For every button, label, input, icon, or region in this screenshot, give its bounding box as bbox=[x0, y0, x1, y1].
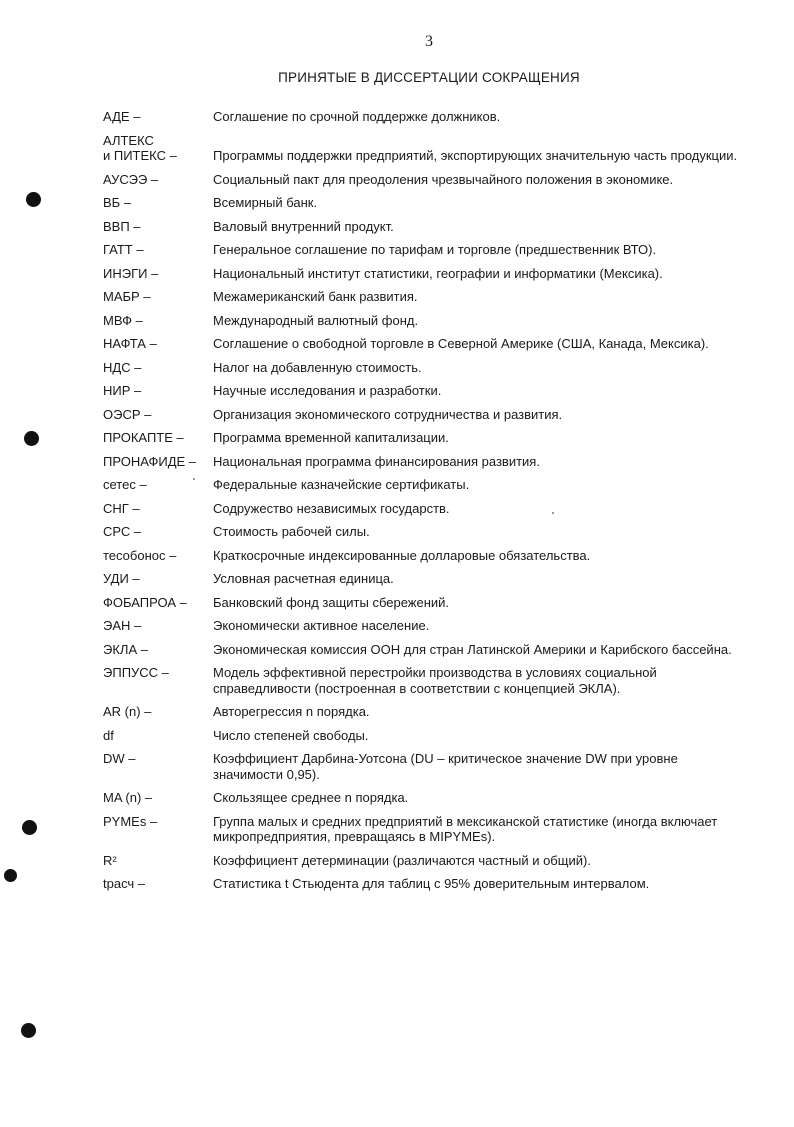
abbreviation-definition: Содружество независимых государств. bbox=[213, 500, 450, 516]
abbreviation-row bbox=[103, 172, 773, 188]
abbreviation-definition: Коэффициент детерминации (различаются частный и общий). bbox=[213, 852, 591, 868]
abbreviation-term: ФОБАПРОА – bbox=[103, 594, 187, 610]
abbreviation-definition: Налог на добавленную стоимость. bbox=[213, 359, 422, 375]
abbreviation-term: СНГ – bbox=[103, 500, 140, 516]
abbreviation-row bbox=[103, 665, 773, 696]
abbreviation-term: НИР – bbox=[103, 383, 142, 398]
page-title: ПРИНЯТЫЕ В ДИССЕРТАЦИИ СОКРАЩЕНИЯ bbox=[278, 70, 580, 85]
abbreviation-row bbox=[103, 790, 773, 806]
abbreviation-row bbox=[103, 313, 773, 329]
abbreviation-definition: Национальная программа финансирования развития. bbox=[213, 453, 540, 469]
abbreviation-term: ВВП – bbox=[103, 218, 141, 234]
abbreviation-definition: Скользящее среднее n порядка. bbox=[213, 790, 409, 805]
abbreviation-row bbox=[103, 219, 773, 235]
abbreviation-definition: Соглашение по срочной поддержке должников. bbox=[213, 109, 501, 124]
abbreviation-definition: Генеральное соглашение по тарифам и торговле (предшественник ВТО). bbox=[213, 242, 657, 257]
abbreviation-term: tрасч – bbox=[103, 876, 146, 891]
scan-speck bbox=[552, 512, 554, 514]
abbreviation-term: ГАТТ – bbox=[103, 242, 144, 257]
abbreviation-row bbox=[103, 876, 773, 892]
abbreviation-definition: Экономическая комиссия ООН для стран Латинской Америки и Карибского бассейна. bbox=[213, 641, 732, 657]
abbreviation-term: АДЕ – bbox=[103, 109, 141, 124]
abbreviation-term: ВБ – bbox=[103, 195, 132, 210]
abbreviation-definition: Число степеней свободы. bbox=[213, 727, 369, 743]
abbreviation-term: AR (n) – bbox=[103, 704, 152, 719]
abbreviation-definition: Национальный институт статистики, географии и информатики (Мексика). bbox=[213, 265, 663, 281]
abbreviation-definition: Всемирный банк. bbox=[213, 195, 318, 210]
abbreviation-definition: Валовый внутренний продукт. bbox=[213, 218, 394, 234]
abbreviation-row bbox=[103, 289, 773, 305]
abbreviation-definition: Стоимость рабочей силы. bbox=[213, 524, 370, 539]
abbreviation-term: df bbox=[103, 727, 114, 743]
abbreviation-row bbox=[103, 407, 773, 423]
abbreviation-term: ПРОНАФИДЕ – bbox=[103, 453, 197, 469]
page-number: 3 bbox=[425, 33, 433, 50]
abbreviation-row bbox=[103, 242, 773, 258]
abbreviation-list bbox=[103, 109, 773, 900]
punch-hole-mark bbox=[21, 1023, 36, 1038]
abbreviation-term: НДС – bbox=[103, 359, 142, 375]
punch-hole-mark bbox=[26, 192, 41, 207]
abbreviation-definition: Программа временной капитализации. bbox=[213, 430, 449, 445]
abbreviation-definition: Межамериканский банк развития. bbox=[213, 289, 418, 304]
abbreviation-row bbox=[103, 501, 773, 517]
abbreviation-definition: Программы поддержки предприятий, экспортирующих значительную часть продукции. bbox=[213, 148, 738, 163]
abbreviation-term: НАФТА – bbox=[103, 336, 157, 351]
abbreviation-row bbox=[103, 336, 773, 352]
scan-speck bbox=[193, 478, 195, 480]
abbreviation-definition: Статистика t Стьюдента для таблиц с 95% доверительным интервалом. bbox=[213, 876, 650, 891]
abbreviation-definition: Краткосрочные индексированные долларовые обязательства. bbox=[213, 547, 591, 563]
abbreviation-row bbox=[103, 751, 773, 782]
abbreviation-row bbox=[103, 430, 773, 446]
abbreviation-definition: Федеральные казначейские сертификаты. bbox=[213, 477, 470, 492]
abbreviation-term: АУСЭЭ – bbox=[103, 171, 159, 187]
abbreviation-definition: Модель эффективной перестройки производства в условиях социальной справедливости (построенная в соответствии с концепцией ЭКЛА). bbox=[213, 665, 657, 696]
abbreviation-row bbox=[103, 133, 773, 164]
abbreviation-row bbox=[103, 454, 773, 470]
abbreviation-definition: Соглашение о свободной торговле в Северной Америке (США, Канада, Мексика). bbox=[213, 336, 709, 351]
abbreviation-term: ЭППУСС – bbox=[103, 665, 169, 680]
abbreviation-row bbox=[103, 266, 773, 282]
abbreviation-row bbox=[103, 524, 773, 540]
abbreviation-row bbox=[103, 571, 773, 587]
abbreviation-definition: Банковский фонд защиты сбережений. bbox=[213, 594, 450, 610]
abbreviation-row bbox=[103, 477, 773, 493]
abbreviation-definition: Международный валютный фонд. bbox=[213, 312, 419, 328]
abbreviation-term: MA (n) – bbox=[103, 790, 153, 805]
abbreviation-row bbox=[103, 109, 773, 125]
abbreviation-row bbox=[103, 853, 773, 869]
punch-hole-mark bbox=[24, 431, 39, 446]
abbreviation-term: PYMEs – bbox=[103, 813, 158, 829]
abbreviation-term: тесобонос – bbox=[103, 547, 177, 563]
abbreviation-row bbox=[103, 814, 773, 845]
abbreviation-definition: Коэффициент Дарбина-Уотсона (DU – критическое значение DW при уровне значимости 0,95). bbox=[213, 751, 678, 782]
abbreviation-row bbox=[103, 383, 773, 399]
abbreviation-definition: Социальный пакт для преодоления чрезвычайного положения в экономике. bbox=[213, 171, 674, 187]
abbreviation-definition: Условная расчетная единица. bbox=[213, 571, 394, 586]
abbreviation-definition: Группа малых и средних предприятий в мексиканской статистике (иногда включает микропредприятия, превращаясь в MIPYMEs). bbox=[213, 813, 718, 844]
abbreviation-row bbox=[103, 548, 773, 564]
abbreviation-term: ПРОКАПТЕ – bbox=[103, 430, 184, 445]
punch-hole-mark bbox=[4, 869, 17, 882]
abbreviation-row bbox=[103, 195, 773, 211]
abbreviation-term: сетес – bbox=[103, 477, 147, 492]
abbreviation-term: ИНЭГИ – bbox=[103, 265, 159, 281]
abbreviation-row bbox=[103, 728, 773, 744]
abbreviation-definition: Научные исследования и разработки. bbox=[213, 383, 442, 398]
abbreviation-term: АЛТЕКС и ПИТЕКС – bbox=[103, 132, 177, 163]
abbreviation-term: ЭКЛА – bbox=[103, 641, 148, 657]
abbreviation-term: DW – bbox=[103, 751, 136, 766]
abbreviation-term: ОЭСР – bbox=[103, 406, 152, 422]
abbreviation-row bbox=[103, 360, 773, 376]
punch-hole-mark bbox=[22, 820, 37, 835]
abbreviation-row bbox=[103, 618, 773, 634]
abbreviation-term: R² bbox=[103, 852, 117, 868]
abbreviation-term: УДИ – bbox=[103, 571, 140, 586]
abbreviation-row bbox=[103, 704, 773, 720]
abbreviation-row bbox=[103, 642, 773, 658]
abbreviation-definition: Организация экономического сотрудничества и развития. bbox=[213, 406, 563, 422]
abbreviation-definition: Авторегрессия n порядка. bbox=[213, 704, 370, 719]
abbreviation-term: СРС – bbox=[103, 524, 142, 539]
abbreviation-term: МВФ – bbox=[103, 312, 143, 328]
abbreviation-row bbox=[103, 595, 773, 611]
abbreviation-definition: Экономически активное население. bbox=[213, 618, 430, 633]
abbreviation-term: ЭАН – bbox=[103, 618, 142, 633]
abbreviation-term: МАБР – bbox=[103, 289, 151, 304]
